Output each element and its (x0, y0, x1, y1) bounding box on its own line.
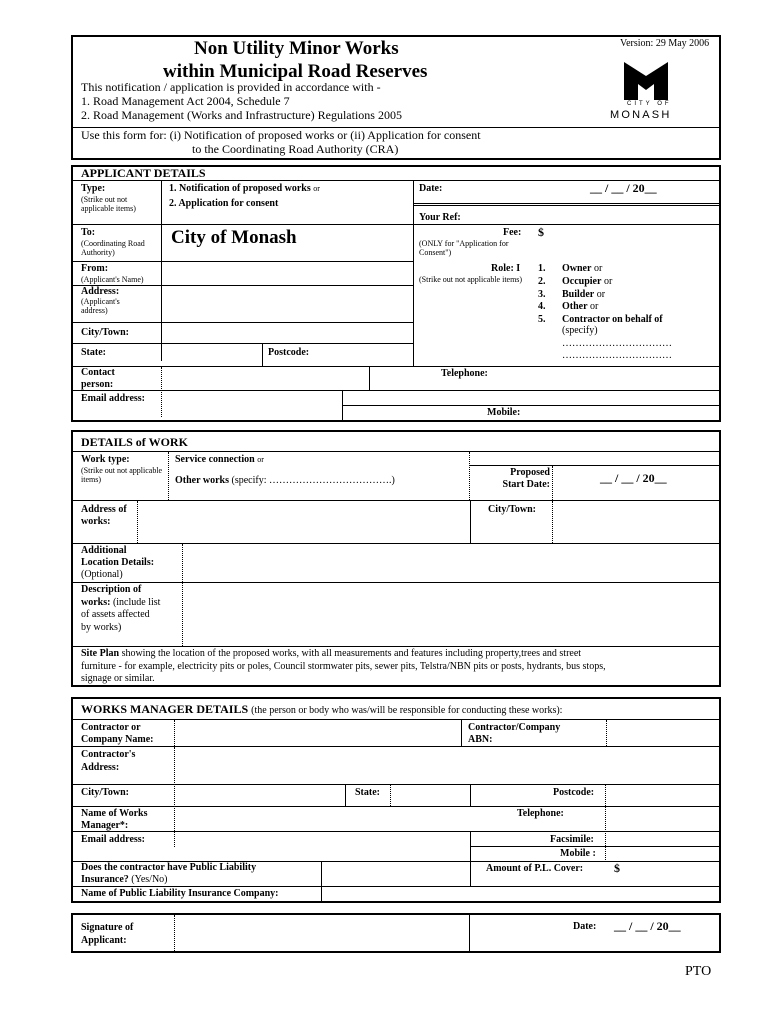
signature-date-label: Date: (573, 921, 597, 932)
work-city-label: City/Town: (488, 504, 536, 515)
manager-heading: WORKS MANAGER DETAILS (the person or body who was/will be responsible for conducting these works): (81, 702, 563, 716)
role-number: 5. (538, 314, 546, 326)
monash-logo-icon (624, 60, 668, 100)
manager-state-label: State: (355, 787, 380, 798)
role-label: Role: I (491, 263, 521, 274)
service-connection-option[interactable]: Service connection or (175, 454, 264, 465)
address-note: (Applicant's address) (81, 297, 120, 316)
manager-email-label: Email address: (81, 834, 145, 845)
work-address-label: Address of works: (81, 504, 127, 527)
role-option[interactable]: Occupier or (562, 275, 613, 287)
logo-small-text: CITY OF (627, 101, 672, 107)
logo-big-text: MONASH (610, 109, 672, 121)
to-note: (Coordinating Road Authority) (81, 239, 145, 258)
manager-mobile-label: Mobile : (560, 848, 596, 859)
pto-label: PTO (685, 964, 712, 979)
type-option-2[interactable]: 2. Application for consent (169, 198, 279, 209)
insurer-name-label: Name of Public Liability Insurance Company: (81, 888, 279, 899)
from-note: (Applicant's Name) (81, 275, 144, 284)
role-number: 4. (538, 301, 546, 313)
your-ref-label: Your Ref: (419, 212, 461, 223)
facsimile-label: Facsimile: (550, 834, 594, 845)
role-option[interactable]: Builder or (562, 288, 606, 300)
role-note: (Strike out not applicable items) (419, 275, 523, 284)
type-label: Type: (81, 183, 106, 194)
manager-telephone-label: Telephone: (517, 808, 564, 819)
role-number: 2. (538, 275, 546, 287)
use-line-2: to the Coordinating Road Authority (CRA) (192, 142, 399, 156)
fee-dollar: $ (538, 225, 544, 239)
role-option[interactable]: Contractor on behalf of (562, 314, 663, 326)
additional-location-label: Additional Location Details: (Optional) (81, 545, 155, 580)
specify-dots-2[interactable]: …………………………… (562, 350, 672, 361)
proposed-start-label: Proposed Start Date: (502, 467, 550, 490)
reference-1: 1. Road Management Act 2004, Schedule 7 (81, 94, 290, 108)
fee-note: (ONLY for "Application for Consent") (419, 239, 509, 258)
role-option[interactable]: Owner or (562, 263, 603, 274)
signature-label: Signature of Applicant: (81, 922, 134, 946)
contractor-address-label: Contractor's Address: (81, 749, 136, 773)
work-type-label: Work type: (81, 454, 130, 465)
start-date-field[interactable]: __ / __ / 20__ (600, 471, 667, 485)
pl-dollar: $ (614, 861, 620, 875)
company-name-label: Contractor or Company Name: (81, 722, 154, 745)
role-number: 1. (538, 263, 546, 274)
other-works-option[interactable]: Other works (specify: ……………………………….) (175, 475, 395, 486)
specify-dots-1[interactable]: …………………………… (562, 338, 672, 349)
title-line-1: Non Utility Minor Works (194, 38, 399, 59)
signature-date-field[interactable]: __ / __ / 20__ (614, 919, 681, 933)
postcode-label: Postcode: (268, 347, 310, 358)
role-option[interactable]: Other or (562, 301, 599, 313)
telephone-label: Telephone: (441, 368, 488, 379)
abn-label: Contractor/Company ABN: (468, 722, 561, 745)
fee-label: Fee: (503, 227, 522, 238)
work-type-note: (Strike out not applicable items) (81, 466, 163, 485)
use-line-1: Use this form for: (i) Notification of proposed works or (ii) Application for consent (81, 128, 481, 142)
manager-postcode-label: Postcode: (553, 787, 595, 798)
description-label: Description of works: (include list of assets affected by works) (81, 584, 161, 633)
date-label: Date: (419, 183, 443, 194)
version-label: Version: 29 May 2006 (620, 38, 710, 49)
type-note: (Strike out not applicable items) (81, 195, 136, 214)
contact-person-label: Contact person: (81, 367, 115, 390)
public-liability-question: Does the contractor have Public Liability Insurance? (Yes/No) (81, 862, 257, 885)
date-field[interactable]: __ / __ / 20__ (590, 181, 657, 195)
mobile-label: Mobile: (487, 407, 521, 418)
work-heading: DETAILS of WORK (81, 435, 188, 449)
type-option-1[interactable]: 1. Notification of proposed works or (169, 183, 320, 194)
role-number: 3. (538, 288, 546, 300)
to-label: To: (81, 227, 96, 238)
pl-amount-label: Amount of P.L. Cover: (486, 863, 584, 874)
address-label: Address: (81, 286, 120, 297)
city-label: City/Town: (81, 327, 129, 338)
state-label: State: (81, 347, 106, 358)
to-value[interactable]: City of Monash (171, 227, 297, 248)
from-label: From: (81, 263, 109, 274)
reference-2: 2. Road Management (Works and Infrastructure) Regulations 2005 (81, 108, 402, 122)
title-line-2: within Municipal Road Reserves (163, 61, 428, 82)
intro-text: This notification / application is provided in accordance with - (81, 80, 381, 94)
manager-city-label: City/Town: (81, 787, 129, 798)
specify-label: (specify) (562, 325, 598, 336)
applicant-heading: APPLICANT DETAILS (81, 166, 206, 180)
works-manager-name-label: Name of Works Manager*: (81, 808, 148, 831)
email-label: Email address: (81, 393, 145, 404)
site-plan-note: Site Plan showing the location of the proposed works, with all measurements and features including property,trees and street furniture - for example, electricity pits or poles, Council stormwater pits, sewer pits, Telstra/NBN pits or posts, hydrants, bus stops, signage or similar. (81, 648, 606, 684)
